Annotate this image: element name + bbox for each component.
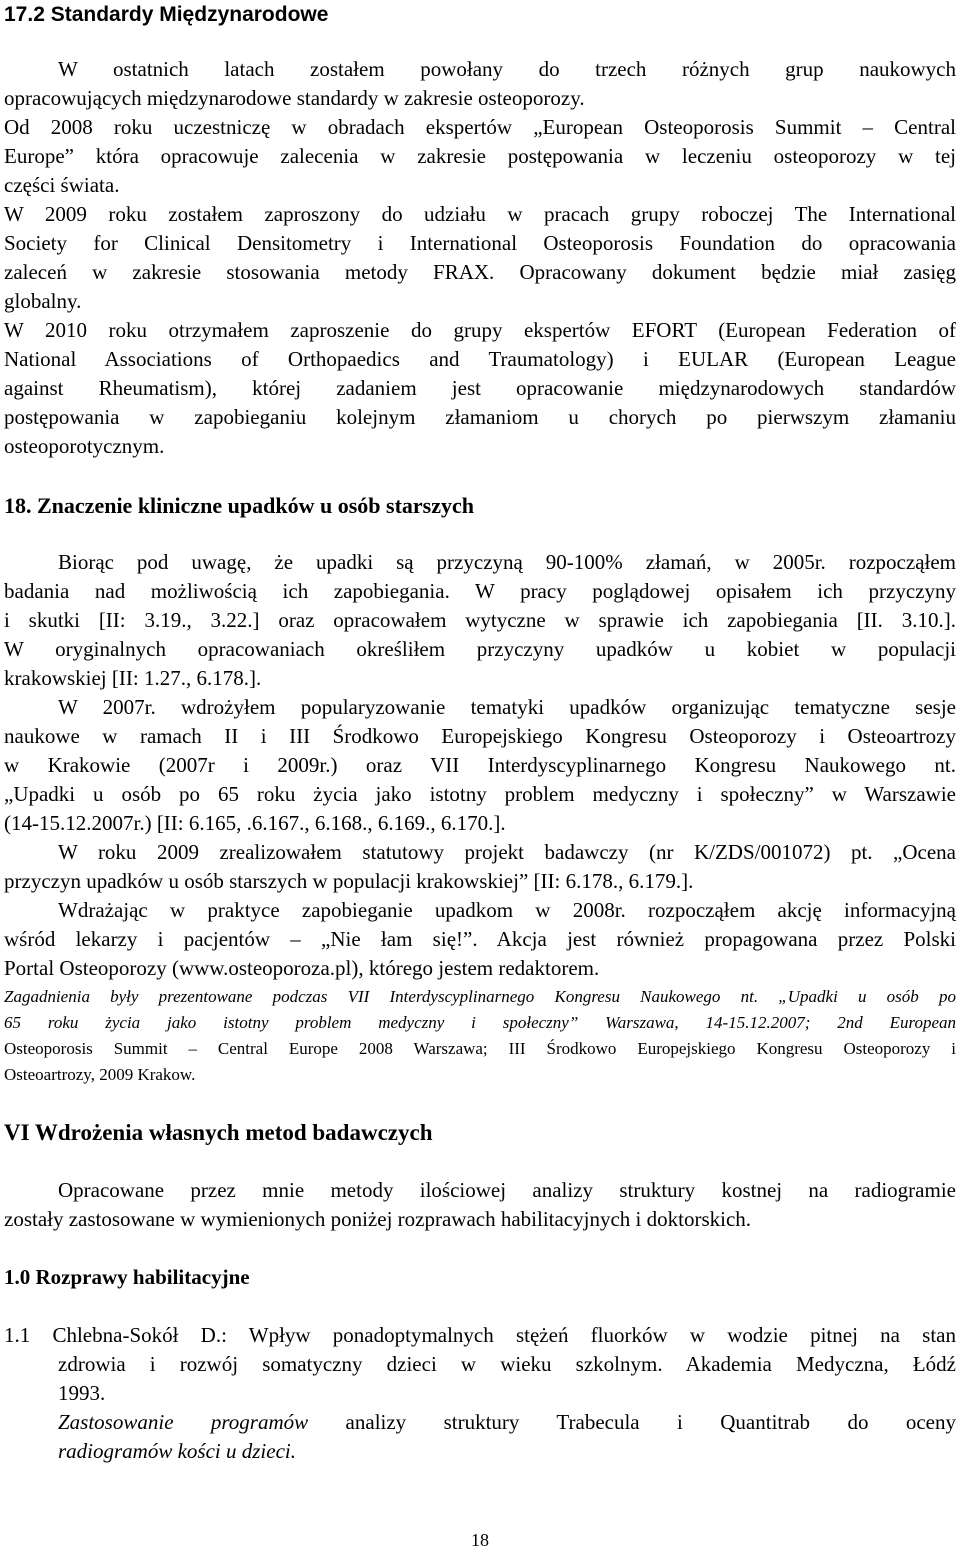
paragraph-line: W ostatnich latach zostałem powołany do trzech różnych grup naukowych	[58, 57, 956, 81]
paragraph-line: krakowskiej [II: 1.27., 6.178.].	[4, 666, 262, 690]
paragraph-line: against Rheumatism), której zadaniem jest opracowanie międzynarodowych standardów	[4, 376, 956, 400]
note-line: 65 roku życia jako istotny problem medyczny i społeczny” Warszawa, 14-15.12.2007; 2nd European	[4, 1013, 956, 1032]
section-heading-18: 18. Znaczenie kliniczne upadków u osób starszych	[4, 493, 474, 518]
list-item-line: radiogramów kości u dzieci.	[58, 1439, 296, 1463]
paragraph-line: National Associations of Orthopaedics and Traumatology) i EULAR (European League	[4, 347, 956, 371]
list-item-line: zdrowia i rozwój somatyczny dzieci w wieku szkolnym. Akademia Medyczna, Łódź	[58, 1352, 956, 1376]
paragraph-line: naukowe w ramach II i III Środkowo Europejskiego Kongresu Osteoporozy i Osteoartrozy	[4, 724, 956, 748]
paragraph-line: części świata.	[4, 173, 120, 197]
paragraph-line: badania nad możliwością ich zapobiegania. W pracy poglądowej opisałem ich przyczyny	[4, 579, 956, 603]
paragraph-line: W 2010 roku otrzymałem zaproszenie do grupy ekspertów EFORT (European Federation of	[4, 318, 956, 342]
paragraph-line: przyczyn upadków u osób starszych w populacji krakowskiej” [II: 6.178., 6.179.].	[4, 869, 694, 893]
paragraph-line: globalny.	[4, 289, 82, 313]
paragraph-line: W roku 2009 zrealizowałem statutowy projekt badawczy (nr K/ZDS/001072) pt. „Ocena	[58, 840, 956, 864]
paragraph-line: Portal Osteoporozy (www.osteoporoza.pl), którego jestem redaktorem.	[4, 956, 600, 980]
paragraph-line: opracowujących międzynarodowe standardy w zakresie osteoporozy.	[4, 86, 585, 110]
section-heading-vi: VI Wdrożenia własnych metod badawczych	[4, 1120, 433, 1145]
note-line: Zagadnienia były prezentowane podczas VII Interdyscyplinarnego Kongresu Naukowego nt. „Upadki u osób po	[4, 987, 956, 1006]
paragraph-line: w Krakowie (2007r i 2009r.) oraz VII Interdyscyplinarnego Kongresu Naukowego nt.	[4, 753, 956, 777]
paragraph-line: W 2009 roku zostałem zaproszony do udziału w pracach grupy roboczej The International	[4, 202, 956, 226]
paragraph-line: Od 2008 roku uczestniczę w obradach ekspertów „European Osteoporosis Summit – Central	[4, 115, 956, 139]
list-item-line: Zastosowanie programów analizy struktury Trabecula i Quantitrab do oceny	[58, 1410, 956, 1434]
paragraph-line: i skutki [II: 3.19., 3.22.] oraz opracowałem wytyczne w sprawie ich zapobiegania [II. 3.10.].	[4, 608, 956, 632]
paragraph-line: postępowania w zapobieganiu kolejnym złamaniom u chorych po pierwszym złamaniu	[4, 405, 956, 429]
paragraph-line: Opracowane przez mnie metody ilościowej analizy struktury kostnej na radiogramie	[58, 1178, 956, 1202]
paragraph-line: Wdrażając w praktyce zapobieganie upadkom w 2008r. rozpocząłem akcję informacyjną	[58, 898, 956, 922]
paragraph-line: Biorąc pod uwagę, że upadki są przyczyną 90-100% złamań, w 2005r. rozpocząłem	[58, 550, 956, 574]
list-item-line: 1.1 Chlebna-Sokół D.: Wpływ ponadoptymalnych stężeń fluorków w wodzie pitnej na stan	[4, 1323, 956, 1347]
paragraph-line: wśród lekarzy i pacjentów – „Nie łam się!”. Akcja jest również propagowana przez Polski	[4, 927, 956, 951]
paragraph-line: Society for Clinical Densitometry i International Osteoporosis Foundation do opracowania	[4, 231, 956, 255]
paragraph-line: „Upadki u osób po 65 roku życia jako istotny problem medyczny i społeczny” w Warszawie	[4, 782, 956, 806]
paragraph-line: (14-15.12.2007r.) [II: 6.165, .6.167., 6.168., 6.169., 6.170.].	[4, 811, 506, 835]
paragraph-line: osteoporotycznym.	[4, 434, 165, 458]
paragraph-line: W oryginalnych opracowaniach określiłem przyczyny upadków u kobiet w populacji	[4, 637, 956, 661]
section-heading-1-0: 1.0 Rozprawy habilitacyjne	[4, 1265, 250, 1289]
paragraph-line: zostały zastosowane w wymienionych poniżej rozprawach habilitacyjnych i doktorskich.	[4, 1207, 752, 1231]
paragraph-line: zaleceń w zakresie stosowania metody FRAX. Opracowany dokument będzie miał zasięg	[4, 260, 956, 284]
section-heading-17-2: 17.2 Standardy Międzynarodowe	[4, 3, 329, 26]
page-number: 18	[471, 1530, 489, 1550]
list-item-line: 1993.	[58, 1381, 106, 1405]
paragraph-line: Europe” która opracowuje zalecenia w zakresie postępowania w leczeniu osteoporozy w tej	[4, 144, 956, 168]
note-line: Osteoartrozy, 2009 Krakow.	[4, 1065, 196, 1084]
paragraph-line: W 2007r. wdrożyłem popularyzowanie tematyki upadków organizując tematyczne sesje	[58, 695, 956, 719]
note-line: Osteoporosis Summit – Central Europe 2008 Warszawa; III Środkowo Europejskiego Kongresu Osteoporozy i	[4, 1039, 956, 1058]
